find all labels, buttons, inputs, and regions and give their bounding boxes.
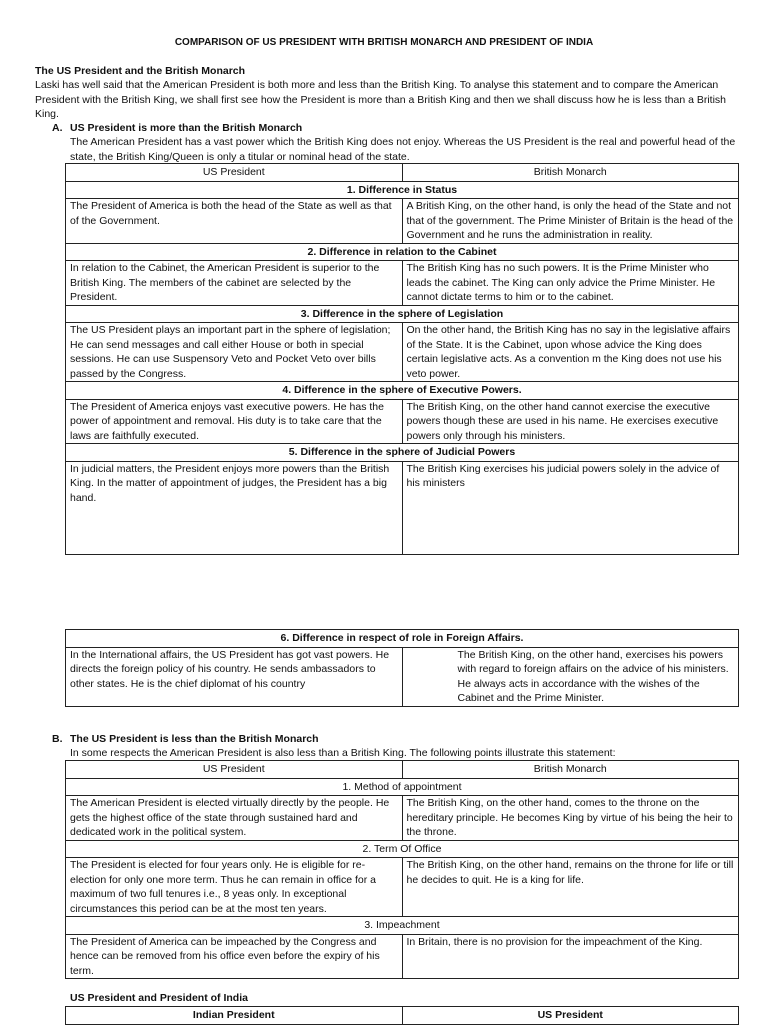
table-section-row (66, 305, 739, 323)
part-a-intro: The American President has a vast power which the British King does not enjoy. Whereas the US President is the real and powerful head of the state, the British King/Queen is only a titular or nominal head of the state. (70, 136, 736, 163)
cell-us-president: The President of America enjoys vast executive powers. He has the power of appointment and removal. His duty is to take care that the laws are faithfully executed. (66, 399, 403, 444)
table-row (66, 323, 739, 382)
table-header-row (66, 164, 739, 182)
row-heading-foreign-affairs: 6. Difference in respect of role in Foreign Affairs. (66, 630, 739, 648)
table-row (66, 261, 739, 306)
part-a-letter: A. (52, 122, 63, 134)
cell-us-president: In judicial matters, the President enjoys more powers than the British King. In the matter of appointment of judges, the President has a big hand. (66, 461, 403, 554)
document-title: COMPARISON OF US PRESIDENT WITH BRITISH MONARCH AND PRESIDENT OF INDIA (174, 37, 594, 48)
column-header-us-president: US President (66, 164, 403, 182)
comparison-table-less (65, 760, 739, 979)
cell-us-president: The American President is elected virtually directly by the people. He gets the highest office of the state through sustained hard and dedicated work in the political system. (66, 796, 403, 841)
cell-british-monarch: The British King, on the other hand, exercises his powers with regard to foreign affairs on the advice of his ministers. He always acts in accordance with the wishes of the Cabinet and the Prime Minister. (402, 647, 739, 706)
cell-us-president: The President of America is both the head of the State as well as that of the Government. (66, 199, 403, 244)
comparison-table-foreign-affairs (65, 629, 739, 707)
row-heading-legislation: 3. Difference in the sphere of Legislation (66, 305, 739, 323)
cell-british-monarch: The British King, on the other hand cannot exercise the executive powers though these are used in his name. He exercises executive powers only through his ministers. (402, 399, 739, 444)
table-row (66, 858, 739, 917)
table-section-row (66, 444, 739, 462)
row-heading-appointment: 1. Method of appointment (66, 778, 739, 796)
comparison-table-more (65, 163, 739, 555)
row-heading-impeachment: 3. Impeachment (66, 917, 739, 935)
table-section-row (66, 778, 739, 796)
cell-british-monarch: The British King, on the other hand, remains on the throne for life or till he decides to quit. He is a king for life. (402, 858, 739, 917)
column-header-us-president: US President (402, 1007, 739, 1025)
cell-us-president: In relation to the Cabinet, the American President is superior to the British King. The members of the cabinet are selected by the President. (66, 261, 403, 306)
table-row (66, 199, 739, 244)
table-row (66, 796, 739, 841)
row-heading-executive: 4. Difference in the sphere of Executive Powers. (66, 382, 739, 400)
row-heading-status: 1. Difference in Status (66, 181, 739, 199)
comparison-table-india (65, 1006, 739, 1025)
part-a-heading (52, 121, 302, 136)
column-header-us-president: US President (66, 761, 403, 779)
section-heading-us-india: US President and President of India (70, 992, 248, 1004)
cell-us-president: In the International affairs, the US President has got vast powers. He directs the foreign policy of his country. He sends ambassadors to other states. He is the chief diplomat of his country (66, 647, 403, 706)
table-section-row (66, 840, 739, 858)
table-row (66, 461, 739, 554)
cell-british-monarch: In Britain, there is no provision for the impeachment of the King. (402, 934, 739, 979)
cell-us-president: The US President plays an important part in the sphere of legislation; He can send messages and call either House or both in special sessions. He can use Suspensory Veto and Pocket Veto over bills passed by the Congress. (66, 323, 403, 382)
part-b-heading-text: The US President is less than the British Monarch (70, 733, 319, 745)
cell-british-monarch: The British King has no such powers. It is the Prime Minister who leads the cabinet. The King can only advice the Prime Minister. He cannot dictate terms to him or to the cabinet. (402, 261, 739, 306)
column-header-indian-president: Indian President (66, 1007, 403, 1025)
part-b-intro: In some respects the American President is also less than a British King. The following points illustrate this statement: (70, 747, 616, 759)
cell-british-monarch: On the other hand, the British King has no say in the legislative affairs of the State. It is the Cabinet, upon whose advice the King does certain legislative acts. As a convention m the King does not use his veto power. (402, 323, 739, 382)
table-header-row (66, 761, 739, 779)
part-b-letter: B. (52, 733, 63, 745)
row-heading-cabinet: 2. Difference in relation to the Cabinet (66, 243, 739, 261)
table-header-row (66, 1007, 739, 1025)
table-row (66, 934, 739, 979)
section-intro-paragraph: Laski has well said that the American President is both more and less than the British King. To analyse this statement and to compare the American President with the British King, we shall first see how the President is more than a British King and then we shall discuss how he is less than a British King. (35, 79, 727, 120)
part-b-heading (52, 732, 319, 747)
table-row (66, 399, 739, 444)
row-heading-term: 2. Term Of Office (66, 840, 739, 858)
cell-british-monarch: The British King exercises his judicial powers solely in the advice of his ministers (402, 461, 739, 554)
cell-british-monarch: A British King, on the other hand, is only the head of the State and not that of the government. The Prime Minister of Britain is the head of the Government and he runs the administration in reality. (402, 199, 739, 244)
column-header-british-monarch: British Monarch (402, 761, 739, 779)
table-section-row (66, 917, 739, 935)
row-heading-judicial: 5. Difference in the sphere of Judicial Powers (66, 444, 739, 462)
column-header-british-monarch: British Monarch (402, 164, 739, 182)
cell-us-president: The President is elected for four years only. He is eligible for re-election for only one more term. Thus he can remain in office for a maximum of two full tenures i.e., 8 yeas only. In exceptional circumstances this period can be at the most ten years. (66, 858, 403, 917)
section-heading-us-british: The US President and the British Monarch (35, 65, 246, 77)
cell-british-monarch: The British King, on the other hand, comes to the throne on the hereditary principle. He becomes King by virtue of his being the heir to the throne. (402, 796, 739, 841)
table-section-row (66, 382, 739, 400)
table-section-row (66, 243, 739, 261)
table-section-row (66, 630, 739, 648)
cell-us-president: The President of America can be impeached by the Congress and hence can be removed from his office even before the expiry of his term. (66, 934, 403, 979)
table-row (66, 647, 739, 706)
part-a-heading-text: US President is more than the British Monarch (70, 122, 303, 134)
table-section-row (66, 181, 739, 199)
